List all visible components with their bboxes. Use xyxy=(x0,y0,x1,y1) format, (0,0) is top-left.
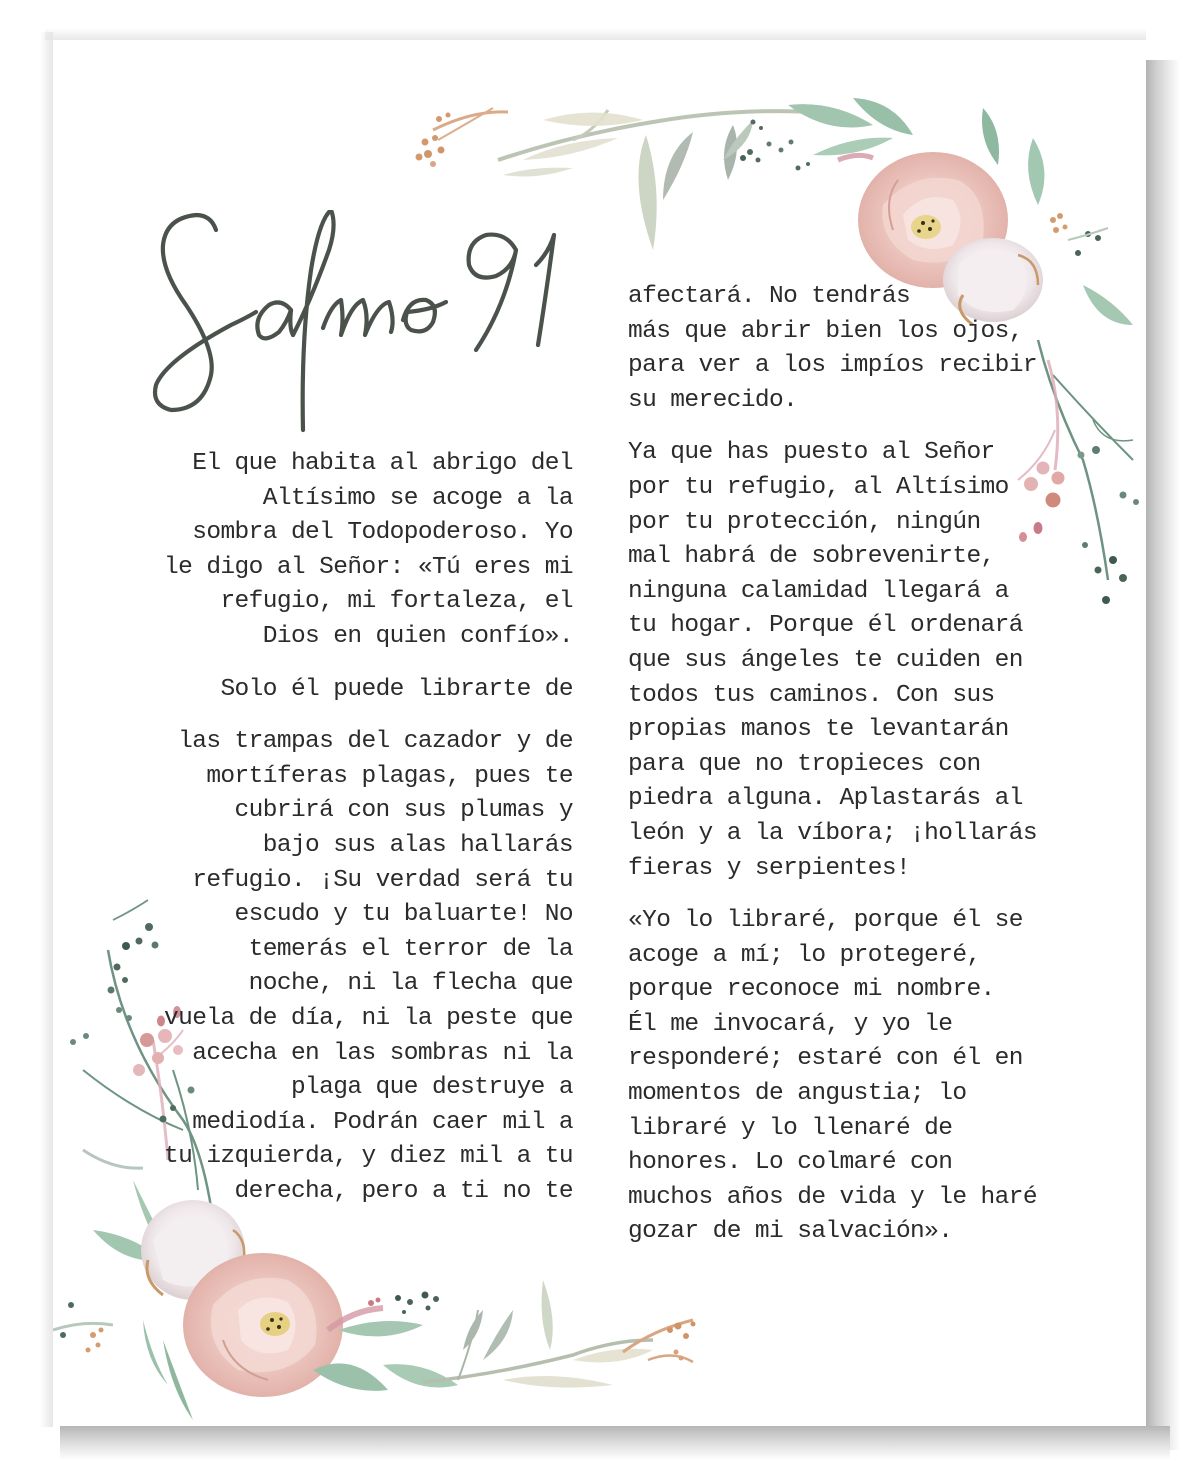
verse-line: momentos de angustia; lo xyxy=(628,1080,967,1108)
bottom-branch-icon xyxy=(313,1280,696,1391)
poster-shadow-right xyxy=(1146,60,1180,1450)
verse-line: afectará. No tendrás xyxy=(628,283,911,310)
verse-line: escudo y tu baluarte! No xyxy=(234,901,573,929)
verse-line: vuela de día, ni la peste que xyxy=(164,1004,573,1032)
verse-line: Él me invocará, y yo le xyxy=(628,1010,953,1038)
verse-line: todos tus caminos. Con sus xyxy=(628,681,995,709)
verse-line: acecha en las sombras ni la xyxy=(192,1039,573,1067)
paragraph-right-1 xyxy=(628,280,1068,418)
verse-line: acoge a mí; lo protegeré, xyxy=(628,941,981,969)
verse-line: mal habrá de sobrevenirte, xyxy=(628,543,995,571)
verse-line: honores. Lo colmaré con xyxy=(628,1149,953,1177)
poster-shadow-bottom xyxy=(60,1426,1170,1460)
verse-line: para que no tropieces con xyxy=(628,750,981,778)
verse-line: responderé; estaré con él en xyxy=(628,1045,1023,1073)
verse-line: propias manos te levantarán xyxy=(628,716,1009,744)
verse-line: más que abrir bien los ojos, xyxy=(628,317,1023,345)
left-text-column xyxy=(113,447,573,1227)
verse-line: derecha, pero a ti no te xyxy=(234,1177,573,1205)
verse-line: tu izquierda, y diez mil a tu xyxy=(164,1143,573,1171)
verse-line: refugio, mi fortaleza, el xyxy=(220,588,573,616)
verse-line: Dios en quien confío». xyxy=(262,622,573,650)
verse-line: Ya que has puesto al Señor xyxy=(628,439,995,467)
verse-line: El que habita al abrigo del xyxy=(192,450,573,477)
verse-line: mediodía. Podrán caer mil a xyxy=(192,1108,573,1136)
verse-line: sombra del Todopoderoso. Yo xyxy=(192,519,573,547)
verse-line: tu hogar. Porque él ordenará xyxy=(628,612,1023,640)
salmo-91-script-icon xyxy=(141,210,581,440)
verse-line: libraré y lo llenaré de xyxy=(628,1114,953,1142)
verse-line: temerás el terror de la xyxy=(248,935,573,963)
paragraph-left-2 xyxy=(113,673,573,708)
verse-line: su merecido. xyxy=(628,386,798,414)
paragraph-left-3 xyxy=(113,725,573,1209)
verse-line: por tu protección, ningún xyxy=(628,508,981,536)
verse-line: las trampas del cazador y de xyxy=(178,728,573,756)
verse-line: león y a la víbora; ¡hollarás xyxy=(628,819,1037,847)
verse-line: para ver a los impíos recibir xyxy=(628,352,1037,380)
poster-shadow-top xyxy=(45,28,1146,40)
verse-line: muchos años de vida y le haré xyxy=(628,1183,1037,1211)
verse-line: que sus ángeles te cuiden en xyxy=(628,646,1023,674)
verse-line: por tu refugio, al Altísimo xyxy=(628,473,1009,501)
paragraph-left-1 xyxy=(113,447,573,655)
paragraph-right-2 xyxy=(628,436,1068,886)
verse-line: piedra alguna. Aplastarás al xyxy=(628,785,1023,813)
verse-line: cubrirá con sus plumas y xyxy=(234,797,573,825)
verse-line: Solo él puede librarte de xyxy=(220,675,573,703)
page-title xyxy=(141,210,581,440)
verse-line: ninguna calamidad llegará a xyxy=(628,577,1009,605)
verse-line: noche, ni la flecha que xyxy=(248,970,573,998)
psalm-poster xyxy=(53,40,1146,1426)
paragraph-right-3 xyxy=(628,904,1068,1250)
verse-line: Altísimo se acoge a la xyxy=(262,484,573,512)
verse-line: bajo sus alas hallarás xyxy=(262,831,573,859)
verse-line: refugio. ¡Su verdad será tu xyxy=(192,866,573,894)
verse-line: porque reconoce mi nombre. xyxy=(628,976,995,1004)
verse-line: «Yo lo libraré, porque él se xyxy=(628,907,1023,935)
verse-line: gozar de mi salvación». xyxy=(628,1218,953,1246)
poster-shadow-left xyxy=(40,32,53,1427)
verse-line: le digo al Señor: «Tú eres mi xyxy=(164,553,573,581)
verse-line: plaga que destruye a xyxy=(290,1074,573,1102)
verse-line: fieras y serpientes! xyxy=(628,854,911,882)
right-text-column xyxy=(628,280,1068,1268)
verse-line: mortíferas plagas, pues te xyxy=(206,762,573,790)
